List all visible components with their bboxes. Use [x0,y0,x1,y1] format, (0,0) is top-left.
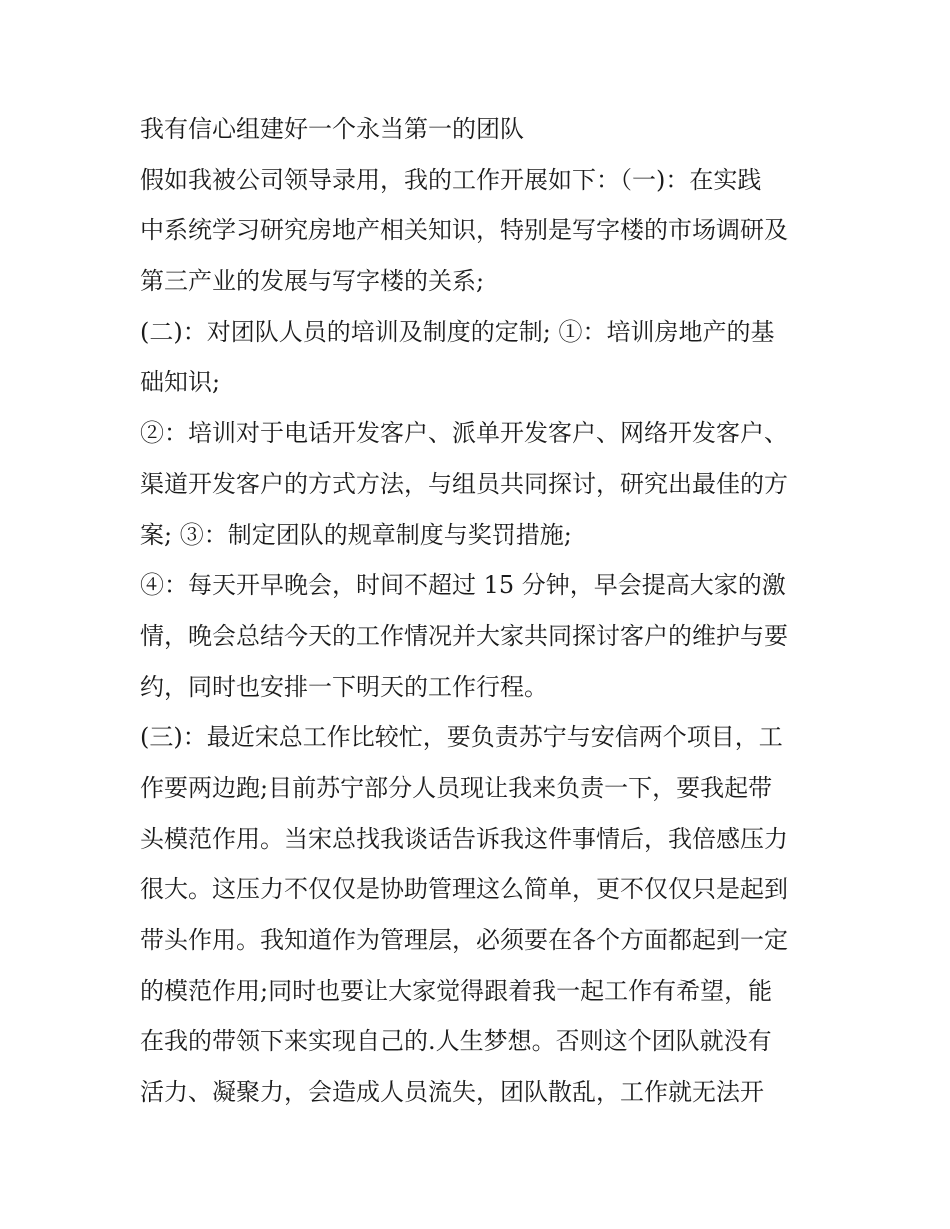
text-line: 约，同时也安排一下明天的工作行程。 [140,672,548,701]
text-line: 的模范作用;同时也要让大家觉得跟着我一起工作有希望，能 [140,976,773,1005]
text-line: 作要两边跑;目前苏宁部分人员现让我来负责一下，要我起带 [140,773,773,802]
text-line: 情，晚会总结今天的工作情况并大家共同探讨客户的维护与要 [140,621,788,650]
text-line: 中系统学习研究房地产相关知识，特别是写字楼的市场调研及 [140,216,788,245]
document-body [140,104,830,1118]
text-line: 在我的带领下来实现自己的.人生梦想。否则这个团队就没有 [140,1027,772,1056]
text-line: 头模范作用。当宋总找我谈话告诉我这件事情后，我倍感压力 [140,824,788,853]
text-line: (三)：最近宋总工作比较忙，要负责苏宁与安信两个项目，工 [140,723,783,752]
text-line: 很大。这压力不仅仅是协助管理这么简单，更不仅仅只是起到 [140,875,788,904]
text-line: 我有信心组建好一个永当第一的团队 [140,115,524,143]
text-line: 础知识; [140,368,221,397]
text-line: 渠道开发客户的方式方法，与组员共同探讨，研究出最佳的方 [140,469,788,498]
text-line: ④：每天开早晚会，时间不超过 15 分钟，早会提高大家的激 [140,571,786,600]
text-line: 假如我被公司领导录用，我的工作开展如下：（一)：在实践 [140,165,762,194]
text-line: ②：培训对于电话开发客户、派单开发客户、网络开发客户、 [140,419,788,448]
text-line: 带头作用。我知道作为管理层，必须要在各个方面都起到一定 [140,926,788,954]
text-line: 活力、凝聚力，会造成人员流失，团队散乱，工作就无法开 [140,1078,764,1107]
text-line: (二)：对团队人员的培训及制度的定制; ①：培训房地产的基 [140,317,775,346]
text-line: 第三产业的发展与写字楼的关系; [140,267,485,296]
text-line: 案; ③：制定团队的规章制度与奖罚措施; [140,520,572,549]
